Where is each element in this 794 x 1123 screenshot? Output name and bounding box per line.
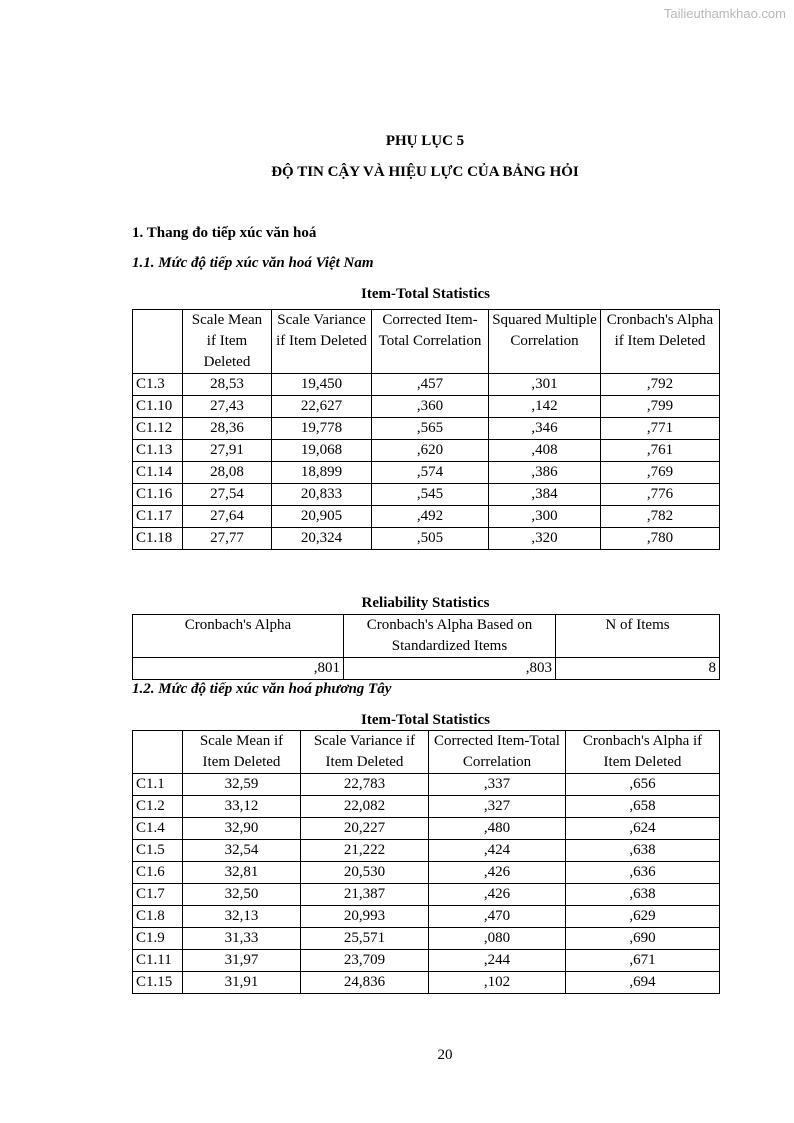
column-header: N of Items bbox=[556, 615, 720, 658]
row-label: C1.12 bbox=[133, 418, 183, 440]
table-cell: 20,905 bbox=[272, 506, 372, 528]
column-header: Corrected Item-Total Correlation bbox=[429, 731, 566, 774]
table-cell: 18,899 bbox=[272, 462, 372, 484]
table-cell: ,492 bbox=[372, 506, 489, 528]
table-cell: ,426 bbox=[429, 884, 566, 906]
table-cell: 28,53 bbox=[183, 374, 272, 396]
table-cell: ,629 bbox=[566, 906, 720, 928]
table-cell: 19,068 bbox=[272, 440, 372, 462]
table-cell: ,565 bbox=[372, 418, 489, 440]
row-label: C1.1 bbox=[133, 774, 183, 796]
table-cell: ,337 bbox=[429, 774, 566, 796]
table-cell: 32,50 bbox=[183, 884, 301, 906]
row-label: C1.17 bbox=[133, 506, 183, 528]
table-cell: ,801 bbox=[133, 658, 344, 680]
table-row bbox=[133, 774, 720, 796]
row-label: C1.3 bbox=[133, 374, 183, 396]
table-cell: 20,993 bbox=[301, 906, 429, 928]
column-header: Scale Mean if Item Deleted bbox=[183, 731, 301, 774]
table-row bbox=[133, 440, 720, 462]
table-row bbox=[133, 818, 720, 840]
table-cell: 21,387 bbox=[301, 884, 429, 906]
section-1-2-heading: 1.2. Mức độ tiếp xúc văn hoá phương Tây bbox=[132, 681, 392, 697]
table-row bbox=[133, 796, 720, 818]
column-header: Scale Variance if Item Deleted bbox=[272, 310, 372, 374]
table-cell: 23,709 bbox=[301, 950, 429, 972]
table-row bbox=[133, 928, 720, 950]
row-label: C1.5 bbox=[133, 840, 183, 862]
table-cell: 27,54 bbox=[183, 484, 272, 506]
table-cell: 28,08 bbox=[183, 462, 272, 484]
table-cell: ,776 bbox=[601, 484, 720, 506]
table-cell: ,624 bbox=[566, 818, 720, 840]
table-cell: 32,59 bbox=[183, 774, 301, 796]
table-cell: ,803 bbox=[344, 658, 556, 680]
column-header: Squared Multiple Correlation bbox=[489, 310, 601, 374]
table-cell: 32,81 bbox=[183, 862, 301, 884]
table-cell: ,771 bbox=[601, 418, 720, 440]
table-cell: ,769 bbox=[601, 462, 720, 484]
table-cell: ,799 bbox=[601, 396, 720, 418]
table-row bbox=[133, 506, 720, 528]
row-label: C1.13 bbox=[133, 440, 183, 462]
table-cell: ,780 bbox=[601, 528, 720, 550]
column-header: Scale Variance if Item Deleted bbox=[301, 731, 429, 774]
column-header bbox=[133, 310, 183, 374]
table-cell: ,694 bbox=[566, 972, 720, 994]
column-header bbox=[133, 731, 183, 774]
table-cell: 20,530 bbox=[301, 862, 429, 884]
column-header: Cronbach's Alpha if Item Deleted bbox=[566, 731, 720, 774]
section-1-heading: 1. Thang đo tiếp xúc văn hoá bbox=[132, 225, 317, 241]
table-cell: 20,227 bbox=[301, 818, 429, 840]
column-header: Scale Mean if Item Deleted bbox=[183, 310, 272, 374]
table-cell: ,545 bbox=[372, 484, 489, 506]
table-header-row bbox=[133, 731, 720, 774]
table-cell: 27,43 bbox=[183, 396, 272, 418]
table-cell: ,505 bbox=[372, 528, 489, 550]
table-cell: ,792 bbox=[601, 374, 720, 396]
table-cell: ,384 bbox=[489, 484, 601, 506]
table-row bbox=[133, 862, 720, 884]
table-header-row bbox=[133, 615, 720, 658]
table-row bbox=[133, 658, 720, 680]
appendix-title: PHỤ LỤC 5 bbox=[385, 133, 465, 149]
table-cell: ,386 bbox=[489, 462, 601, 484]
table-cell: 20,324 bbox=[272, 528, 372, 550]
row-label: C1.16 bbox=[133, 484, 183, 506]
page-number: 20 bbox=[437, 1047, 453, 1063]
item-total-statistics-table-2 bbox=[132, 730, 720, 994]
table-row bbox=[133, 950, 720, 972]
table-cell: ,638 bbox=[566, 884, 720, 906]
table-cell: 27,91 bbox=[183, 440, 272, 462]
table-cell: 24,836 bbox=[301, 972, 429, 994]
row-label: C1.4 bbox=[133, 818, 183, 840]
table-row bbox=[133, 374, 720, 396]
table-cell: ,301 bbox=[489, 374, 601, 396]
table3-caption: Item-Total Statistics bbox=[360, 712, 491, 728]
table-cell: 31,33 bbox=[183, 928, 301, 950]
table-cell: 21,222 bbox=[301, 840, 429, 862]
table-cell: ,080 bbox=[429, 928, 566, 950]
table-cell: ,426 bbox=[429, 862, 566, 884]
table-cell: ,658 bbox=[566, 796, 720, 818]
table-cell: ,671 bbox=[566, 950, 720, 972]
table-cell: ,142 bbox=[489, 396, 601, 418]
table-cell: ,408 bbox=[489, 440, 601, 462]
table-cell: ,470 bbox=[429, 906, 566, 928]
column-header: Cronbach's Alpha if Item Deleted bbox=[601, 310, 720, 374]
table-cell: ,656 bbox=[566, 774, 720, 796]
table-cell: 32,13 bbox=[183, 906, 301, 928]
table-cell: ,346 bbox=[489, 418, 601, 440]
column-header: Cronbach's Alpha bbox=[133, 615, 344, 658]
table-row bbox=[133, 418, 720, 440]
table-cell: ,244 bbox=[429, 950, 566, 972]
table-row bbox=[133, 840, 720, 862]
table-cell: 28,36 bbox=[183, 418, 272, 440]
table-cell: ,320 bbox=[489, 528, 601, 550]
row-label: C1.8 bbox=[133, 906, 183, 928]
table-cell: ,638 bbox=[566, 840, 720, 862]
column-header: Cronbach's Alpha Based on Standardized Items bbox=[344, 615, 556, 658]
table-cell: ,360 bbox=[372, 396, 489, 418]
row-label: C1.10 bbox=[133, 396, 183, 418]
table-cell: ,327 bbox=[429, 796, 566, 818]
table-cell: 31,91 bbox=[183, 972, 301, 994]
table-row bbox=[133, 884, 720, 906]
table-cell: ,690 bbox=[566, 928, 720, 950]
table-cell: ,574 bbox=[372, 462, 489, 484]
row-label: C1.2 bbox=[133, 796, 183, 818]
table-cell: 8 bbox=[556, 658, 720, 680]
table-cell: ,782 bbox=[601, 506, 720, 528]
table-cell: ,457 bbox=[372, 374, 489, 396]
table-header-row bbox=[133, 310, 720, 374]
table-cell: ,300 bbox=[489, 506, 601, 528]
row-label: C1.11 bbox=[133, 950, 183, 972]
table-cell: ,620 bbox=[372, 440, 489, 462]
table-cell: 20,833 bbox=[272, 484, 372, 506]
table-cell: 31,97 bbox=[183, 950, 301, 972]
table-cell: ,480 bbox=[429, 818, 566, 840]
table-row bbox=[133, 972, 720, 994]
table-cell: ,761 bbox=[601, 440, 720, 462]
watermark: Tailieuthamkhao.com bbox=[663, 6, 786, 21]
table-cell: 22,627 bbox=[272, 396, 372, 418]
reliability-statistics-table bbox=[132, 614, 720, 680]
table-cell: 19,778 bbox=[272, 418, 372, 440]
table-cell: 25,571 bbox=[301, 928, 429, 950]
table-cell: ,424 bbox=[429, 840, 566, 862]
table-cell: 19,450 bbox=[272, 374, 372, 396]
row-label: C1.15 bbox=[133, 972, 183, 994]
section-1-1-heading: 1.1. Mức độ tiếp xúc văn hoá Việt Nam bbox=[132, 255, 374, 271]
table-row bbox=[133, 462, 720, 484]
table-row bbox=[133, 906, 720, 928]
table-row bbox=[133, 396, 720, 418]
table-cell: 22,783 bbox=[301, 774, 429, 796]
item-total-statistics-table-1 bbox=[132, 309, 720, 550]
table-cell: 27,64 bbox=[183, 506, 272, 528]
table-row bbox=[133, 528, 720, 550]
column-header: Corrected Item-Total Correlation bbox=[372, 310, 489, 374]
table-cell: 22,082 bbox=[301, 796, 429, 818]
table-cell: 27,77 bbox=[183, 528, 272, 550]
row-label: C1.9 bbox=[133, 928, 183, 950]
table2-caption: Reliability Statistics bbox=[361, 595, 490, 611]
table-cell: ,102 bbox=[429, 972, 566, 994]
table-cell: 33,12 bbox=[183, 796, 301, 818]
table-cell: ,636 bbox=[566, 862, 720, 884]
row-label: C1.14 bbox=[133, 462, 183, 484]
table-cell: 32,90 bbox=[183, 818, 301, 840]
appendix-subtitle: ĐỘ TIN CẬY VÀ HIỆU LỰC CỦA BẢNG HỎI bbox=[271, 164, 579, 180]
row-label: C1.18 bbox=[133, 528, 183, 550]
row-label: C1.7 bbox=[133, 884, 183, 906]
table-row bbox=[133, 484, 720, 506]
row-label: C1.6 bbox=[133, 862, 183, 884]
table1-caption: Item-Total Statistics bbox=[360, 286, 491, 302]
table-cell: 32,54 bbox=[183, 840, 301, 862]
